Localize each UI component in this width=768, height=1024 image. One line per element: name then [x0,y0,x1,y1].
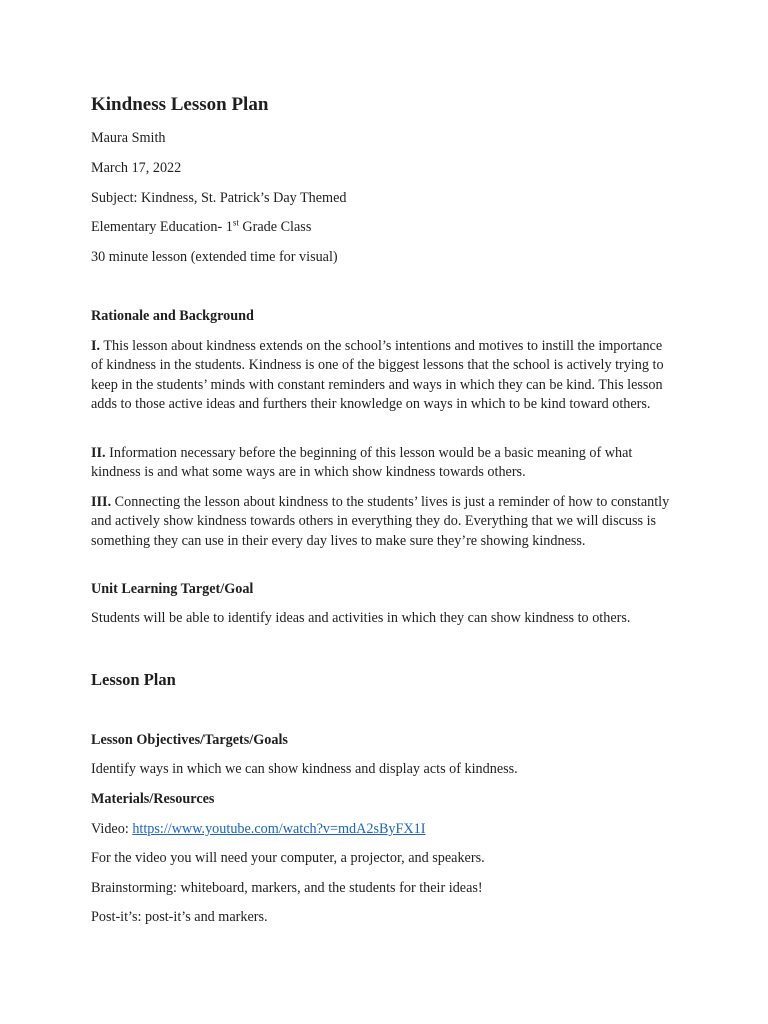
grade-suffix: Grade Class [238,219,312,235]
video-line [91,821,425,838]
rationale-text-3: Connecting the lesson about kindness to the students’ lives is just a reminder of how to constantly and actively show kindness towards others in everything they do. Everything that we will discuss is something they can use in their every day lives to make sure they’re showing kindness. [91,494,670,549]
grade-prefix: Elementary Education- 1 [91,219,233,235]
roman-numeral-1: I. [91,338,101,354]
lesson-date: March 17, 2022 [91,160,182,176]
video-label: Video: [91,821,133,837]
grade-superscript: st [232,217,239,228]
document-title: Kindness Lesson Plan [91,94,269,115]
author-name: Maura Smith [91,130,166,146]
roman-numeral-2: II. [91,445,106,461]
brainstorming-materials: Brainstorming: whiteboard, markers, and the students for their ideas! [91,880,483,896]
rationale-paragraph-3 [91,493,673,551]
video-link[interactable]: https://www.youtube.com/watch?v=mdA2sByFX1I [132,821,426,837]
roman-numeral-3: III. [91,494,112,510]
unit-goal-heading: Unit Learning Target/Goal [91,581,254,597]
materials-heading: Materials/Resources [91,791,215,807]
subject-line: Subject: Kindness, St. Patrick’s Day Themed [91,190,347,206]
video-equipment-note: For the video you will need your computer, a projector, and speakers. [91,850,485,866]
grade-line [91,219,311,236]
rationale-text-2: Information necessary before the beginning of this lesson would be a basic meaning of what kindness is and what some ways are in which show kindness towards others. [91,445,633,481]
rationale-paragraph-2 [91,444,673,483]
duration-line: 30 minute lesson (extended time for visual) [91,249,338,265]
rationale-heading: Rationale and Background [91,308,254,324]
postit-materials: Post-it’s: post-it’s and markers. [91,909,268,925]
objectives-heading: Lesson Objectives/Targets/Goals [91,732,288,748]
objectives-text: Identify ways in which we can show kindness and display acts of kindness. [91,761,518,777]
rationale-text-1: This lesson about kindness extends on the school’s intentions and motives to instill the importance of kindness in the students. Kindness is one of the biggest lessons that the school is actively trying to keep in the students’ minds with constant reminders and ways in which they can be kind. This lesson adds to those active ideas and furthers their knowledge on ways in which to be kind toward others. [91,338,664,412]
rationale-paragraph-1 [91,337,673,414]
lesson-plan-heading: Lesson Plan [91,670,176,689]
unit-goal-text: Students will be able to identify ideas and activities in which they can show kindness to others. [91,610,631,626]
